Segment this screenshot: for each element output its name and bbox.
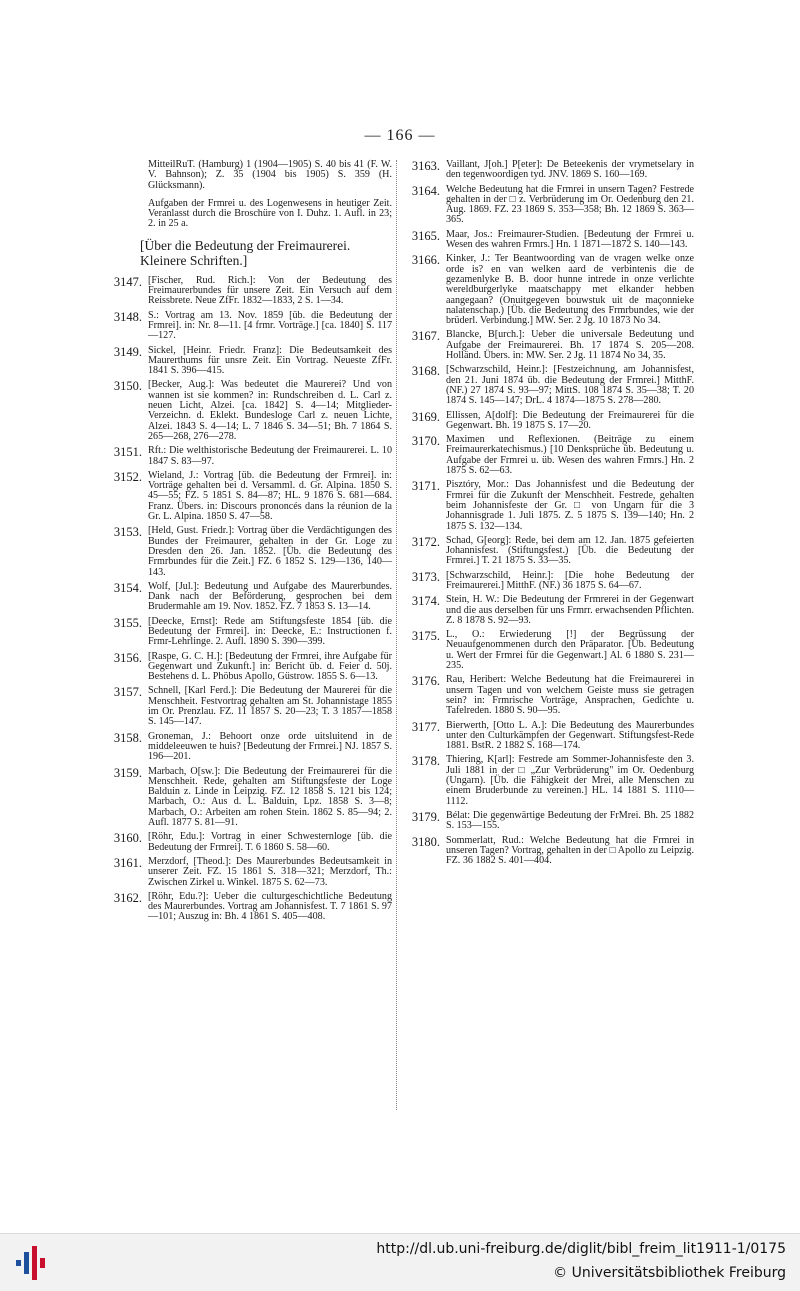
entry-text: Merzdorf, [Theod.]: Des Maurerbundes Bedeutsamkeit in unserer Zeit. FZ. 15 1861 S. 318—321; Merzdorf, Th.: Zwischen Zirkel u. Winkel. 1875 S. 62—73. <box>148 855 392 888</box>
bibliography-entry <box>104 832 392 853</box>
bibliography-entry <box>104 526 392 577</box>
entry-number: 3167. <box>411 329 440 344</box>
entry-text: Kinker, J.: Ter Beantwoording van de vragen welke onze orde is? en van welken aard de verbintenis die de gezamenlyke B. B. door hunne intrede in onze verlichte wereldburgerlyke maatschappy met elkander hebben aangegaan? (Onuitgegeven bouwstuk uit de maçonnieke nalatenschap.) [Üb. die Bedeutung des Frmrbundes, wie der brüderl. Verbindung.] MW. Ser. 2 Jg. 10 1873 No 34. <box>446 253 694 327</box>
entry-number: 3159. <box>113 765 142 780</box>
entry-text: Sommerlatt, Rud.: Welche Bedeutung hat die Frmrei in unseren Tagen? Vortrag, gehalten in der □ Apollo zu Leipzig. FZ. 36 1882 S. 401—404. <box>446 834 694 867</box>
entry-number: 3173. <box>411 569 440 584</box>
entry-number: 3171. <box>411 479 440 494</box>
bibliography-entry <box>402 160 694 181</box>
entry-text: S.: Vortrag am 13. Nov. 1859 [üb. die Bedeutung der Frmrei]. in: Nr. 8—11. [4 frmr. Vorträge.] [ca. 1840] S. 117—127. <box>148 309 392 342</box>
bibliography-entry <box>104 652 392 683</box>
entry-number: 3160. <box>113 831 142 846</box>
bibliography-entry <box>104 857 392 888</box>
bibliography-entry <box>104 582 392 613</box>
entry-text: [Becker, Aug.]: Was bedeutet die Maurerei? Und von wannen ist sie kommen? in: Rundschreiben d. L. Carl z. neuen Licht, Alzei. [ca. 1842] S. 4—14; Mitglieder-Verzeichn. d. Eklekt. Bundesloge Carl z. neuen Lichte, Alzei. 1843 S. 4—14; L. 7 1846 S. 34—51; Bh. 7 1864 S. 265—268, 276—278. <box>148 379 392 442</box>
entry-number: 3147. <box>113 274 142 289</box>
entry-number: 3174. <box>411 594 440 609</box>
bibliography-entry <box>104 276 392 307</box>
entry-text: Bélat: Die gegenwärtige Bedeutung der FrMrei. Bh. 25 1882 S. 153—155. <box>446 809 694 832</box>
entry-number: 3152. <box>113 469 142 484</box>
entry-number: 3179. <box>411 809 440 824</box>
document-url-link[interactable]: http://dl.ub.uni-freiburg.de/diglit/bibl_freim_lit1911-1/0175 <box>376 1241 786 1257</box>
entry-text: Wieland, J.: Vortrag [üb. die Bedeutung der Frmrei]. in: Vorträge gehalten bei d. Versamml. d. Gr. Alpina. 1850 S. 45—55; FZ. 5 1851 S. 84—87; HL. 9 1876 S. 681—684. Franz. Übers. in: Discours prononcés dans la réunion de la Gr. L. Alpina. 1850 S. 47—58. <box>148 469 392 523</box>
library-logo-icon <box>14 1246 50 1280</box>
copyright-notice: © Universitätsbibliothek Freiburg <box>553 1265 786 1281</box>
entry-number: 3176. <box>411 674 440 689</box>
bibliography-entry <box>402 536 694 567</box>
bibliography-entry <box>104 311 392 342</box>
entry-number: 3154. <box>113 580 142 595</box>
entry-text: Vaillant, J[oh.] P[eter]: De Beteekenis der vrymetselary in den tegenwoordigen tyd. JNV. 1869 S. 160—169. <box>446 159 694 181</box>
bibliography-entry <box>104 617 392 648</box>
entry-number: 3168. <box>411 364 440 379</box>
entry-text: Maximen und Reflexionen. (Beiträge zu einem Freimaurerkatechismus.) [10 Denksprüche üb. Bedeutung u. Aufgabe der Frmrei u. üb. Wesen des wahren Frmrs.] Hn. 2 1875 S. 62—63. <box>446 434 694 477</box>
bibliography-entry <box>104 346 392 377</box>
entry-text: Thiering, K[arl]: Festrede am Sommer-Johannisfeste den 3. Juli 1881 in der □ „Zur Verbrüderung" im Or. Oedenburg (Ungarn). [Üb. die Fähigkeit der Mrei, alle Menschen zu einem Bruderbunde zu vereinen.] HL. 14 1881 S. 1110—1112. <box>446 754 694 807</box>
entry-text: [Schwarzschild, Heinr.]: [Festzeichnung, am Johannisfest, den 21. Juni 1874 üb. die Bedeutung der Frmrei.] MitthF. (NF.) 27 1874 S. 93—97; MittS. 108 1874 S. 35—38; T. 20 1874 S. 145—147; DrL. 4 1874—1875 S. 278—280. <box>446 364 694 407</box>
entry-text: [Röhr, Edu.?]: Ueber die culturgeschichtliche Bedeutung des Maurerbundes. Vortrag am Johannisfest. T. 7 1861 S. 97—101; Auszug in: Bh. 4 1861 S. 405—408. <box>148 890 392 923</box>
bibliography-entry <box>402 480 694 531</box>
bibliography-entry <box>104 380 392 442</box>
entry-text: Wolf, [Jul.]: Bedeutung und Aufgabe des Maurerbundes. Dank nach der Beförderung, gesprochen bei dem Brudermahle am 19. Nov. 1852. FZ. 7 1853 S. 13—14. <box>148 580 392 613</box>
entry-text: Stein, H. W.: Die Bedeutung der Frmrerei in der Gegenwart und die aus derselben für uns Frmrr. erwachsenden Pflichten. Z. 8 1878 S. 92—93. <box>446 594 694 626</box>
bibliography-entry <box>402 630 694 671</box>
bibliography-entry <box>402 675 694 716</box>
bibliography-entry <box>402 254 694 326</box>
bibliography-entry <box>104 767 392 829</box>
bibliography-entry <box>104 892 392 923</box>
entry-number: 3180. <box>411 834 440 849</box>
bibliography-entry <box>402 755 694 806</box>
entry-text: Blancke, B[urch.]: Ueber die universale Bedeutung und Aufgabe der Freimaurerei. Bh. 17 1874 S. 205—208. Holländ. Übers. in: MW. Ser. 2 Jg. 11 1874 No 34, 35. <box>446 329 694 362</box>
entry-text: Schnell, [Karl Ferd.]: Die Bedeutung der Maurerei für die Menschheit. Festvortrag gehalten am St. Johannistage 1855 im Or. Prenzlau. FZ. 11 1857 S. 20—23; T. 3 1857—1858 S. 145—147. <box>148 685 392 728</box>
entry-text: Rft.: Die welthistorische Bedeutung der Freimaurerei. L. 10 1847 S. 83—97. <box>148 445 392 467</box>
entry-number: 3166. <box>411 253 440 268</box>
entry-text: Welche Bedeutung hat die Frmrei in unsern Tagen? Festrede gehalten in der □ z. Verbrüderung im Or. Oedenburg den 21. Aug. 1869. FZ. 23 1869 S. 353—358; Bh. 12 1869 S. 363—365. <box>446 183 694 226</box>
bibliography-entry <box>402 721 694 752</box>
page-number: — 166 — <box>364 127 436 144</box>
continuation-text: Aufgaben der Frmrei u. des Logenwesens in heutiger Zeit. Veranlasst durch die Broschüre von I. Duhz. 1. Aufl. in 23; 2. in 25 a. <box>148 197 392 230</box>
entry-text: L., O.: Erwiederung [!] der Begrüssung der Neuaufgenommenen durch den Präparator. [Üb. Bedeutung u. Wert der Frmrei für die Gegenwart.] Al. 6 1880 S. 231—235. <box>446 629 694 672</box>
viewer-footer <box>0 1233 800 1291</box>
bibliography-entry <box>402 595 694 626</box>
entry-text: [Deecke, Ernst]: Rede am Stiftungsfeste 1854 [üb. die Bedeutung der Frmrei]. in: Deecke, E.: Instructionen f. Frmr-Lehrlinge. 2. Aufl. 1890 S. 390—399. <box>148 615 392 648</box>
bibliography-entry <box>402 365 694 406</box>
entry-number: 3162. <box>113 890 142 905</box>
entry-text: Bierwerth, [Otto L. A.]: Die Bedeutung des Maurerbundes unter den Culturkämpfen der Gegenwart. Stiftungsfest-Rede 1881. BstR. 2 1882 S. 168—174. <box>446 719 694 752</box>
entry-text: Pisztóry, Mor.: Das Johannisfest und die Bedeutung der Frmrei für die Zukunft der Menschheit. Festrede, gehalten beim Johannisfeste der Gr. □ von Ungarn für die 3 Johannisgrade 1. Juli 1875. Z. 5 1875 S. 139—140; Hn. 2 1875 S. 132—134. <box>446 479 694 532</box>
section-heading: [Über die Bedeutung der Freimaurerei. Kleinere Schriften.] <box>140 237 351 268</box>
bibliography-entry <box>402 411 694 432</box>
entry-text: [Schwarzschild, Heinr.]: [Die hohe Bedeutung der Freimaurerei.] MitthF. (NF.) 36 1875 S. 64—67. <box>446 569 694 591</box>
entry-number: 3155. <box>113 615 142 630</box>
entry-number: 3177. <box>411 719 440 734</box>
entry-number: 3163. <box>411 159 440 173</box>
entry-number: 3172. <box>411 534 440 549</box>
bibliography-entry <box>402 185 694 226</box>
entry-number: 3175. <box>411 629 440 644</box>
entry-text: [Raspe, G. C. H.]: [Bedeutung der Frmrei, ihre Aufgabe für Gegenwart und Zukunft.] in: Bericht üb. d. Feier d. 50j. Bestehens d. L. Phöbus Apollo, Güstrow. 1855 S. 6—13. <box>148 650 392 683</box>
entry-text: [Held, Gust. Friedr.]: Vortrag über die Verdächtigungen des Bundes der Freimaurer, gehalten in der Gr. Loge zu Dresden den 26. Jan. 1852. [Üb. die Bedeutung des Frmrbundes für die Zeit.] FZ. 6 1852 S. 129—136, 140—143. <box>148 525 392 578</box>
entry-text: Sickel, [Heinr. Friedr. Franz]: Die Bedeutsamkeit des Maurerthums für unsre Zeit. Ein Vortrag. Neueste ZfFr. 1841 S. 396—415. <box>148 344 392 377</box>
entry-text: Marbach, O[sw.]: Die Bedeutung der Freimaurerei für die Menschheit. Rede, gehalten am Stiftungsfeste der Loge Balduin z. Linde in Leipzig. FZ. 12 1858 S. 121 bis 124; Marbach, O.: Aus d. L. Balduin, Lpz. 1858 S. 3—8; Marbach, O.: Arbeiten am rohen Stein. 1862 S. 85—94; 2. Aufl. 1877 S. 81—91. <box>148 765 392 829</box>
entry-number: 3151. <box>113 445 142 460</box>
entry-list <box>104 276 392 923</box>
bibliography-entry <box>402 330 694 361</box>
entry-number: 3169. <box>411 409 440 424</box>
entry-number: 3156. <box>113 650 142 665</box>
bibliography-entry <box>104 732 392 763</box>
left-column <box>104 160 392 927</box>
entry-text: [Röhr, Edu.]: Vortrag in einer Schwesternloge [üb. die Bedeutung der Frmrei]. T. 6 1860 S. 58—60. <box>148 831 392 853</box>
bibliography-entry <box>402 836 694 867</box>
entry-number: 3178. <box>411 754 440 769</box>
entry-number: 3164. <box>411 183 440 198</box>
bibliography-entry <box>402 571 694 592</box>
entry-number: 3170. <box>411 434 440 449</box>
right-column <box>402 160 694 870</box>
continuation-text: MitteilRuT. (Hamburg) 1 (1904—1905) S. 40 bis 41 (F. W. V. Bahnson); Z. 35 (1904 bis 1905) S. 359 (H. Glücksmann). <box>148 159 392 191</box>
bibliography-entry <box>402 435 694 476</box>
entry-text: Groneman, J.: Behoort onze orde uitsluitend in de middeleeuwen te huis? [Bedeutung der Frmrei.] NJ. 1857 S. 196—201. <box>148 730 392 763</box>
entry-number: 3157. <box>113 685 142 700</box>
entry-text: Ellissen, A[dolf]: Die Bedeutung der Freimaurerei für die Gegenwart. Bh. 19 1875 S. 17—20. <box>446 409 694 431</box>
entry-list <box>402 160 694 866</box>
bibliography-entry <box>104 686 392 727</box>
entry-text: Rau, Heribert: Welche Bedeutung hat die Freimaurerei in unsern Tagen und von welchem Geiste muss sie getragen sein? in: Frmrische Vorträge, Ansprachen, Gedichte u. Tafelreden. 1880 S. 90—95. <box>446 674 694 717</box>
entry-number: 3150. <box>113 379 142 394</box>
entry-number: 3165. <box>411 228 440 243</box>
entry-number: 3153. <box>113 525 142 540</box>
entry-number: 3148. <box>113 309 142 324</box>
entry-text: Maar, Jos.: Freimaurer-Studien. [Bedeutung der Frmrei u. Wesen des wahren Frmrs.] Hn. 1 1871—1872 S. 140—143. <box>446 228 694 251</box>
entry-text: Schad, G[eorg]: Rede, bei dem am 12. Jan. 1875 gefeierten Johannisfest. (Stiftungsfest.) [Üb. die Bedeutung der Frmrei.] T. 21 1875 S. 33—35. <box>446 534 694 567</box>
column-divider <box>396 160 397 1110</box>
entry-number: 3149. <box>113 344 142 359</box>
entry-number: 3158. <box>113 730 142 745</box>
entry-text: [Fischer, Rud. Rich.]: Von der Bedeutung des Freimaurerbundes für unsere Zeit. Ein Versuch auf dem Reissbrete. Neue ZfFr. 1832—1833, 2 S. 1—34. <box>148 274 392 307</box>
entry-number: 3161. <box>113 855 142 870</box>
bibliography-entry <box>402 230 694 251</box>
bibliography-entry <box>104 471 392 522</box>
bibliography-entry <box>402 811 694 832</box>
bibliography-entry <box>104 446 392 467</box>
